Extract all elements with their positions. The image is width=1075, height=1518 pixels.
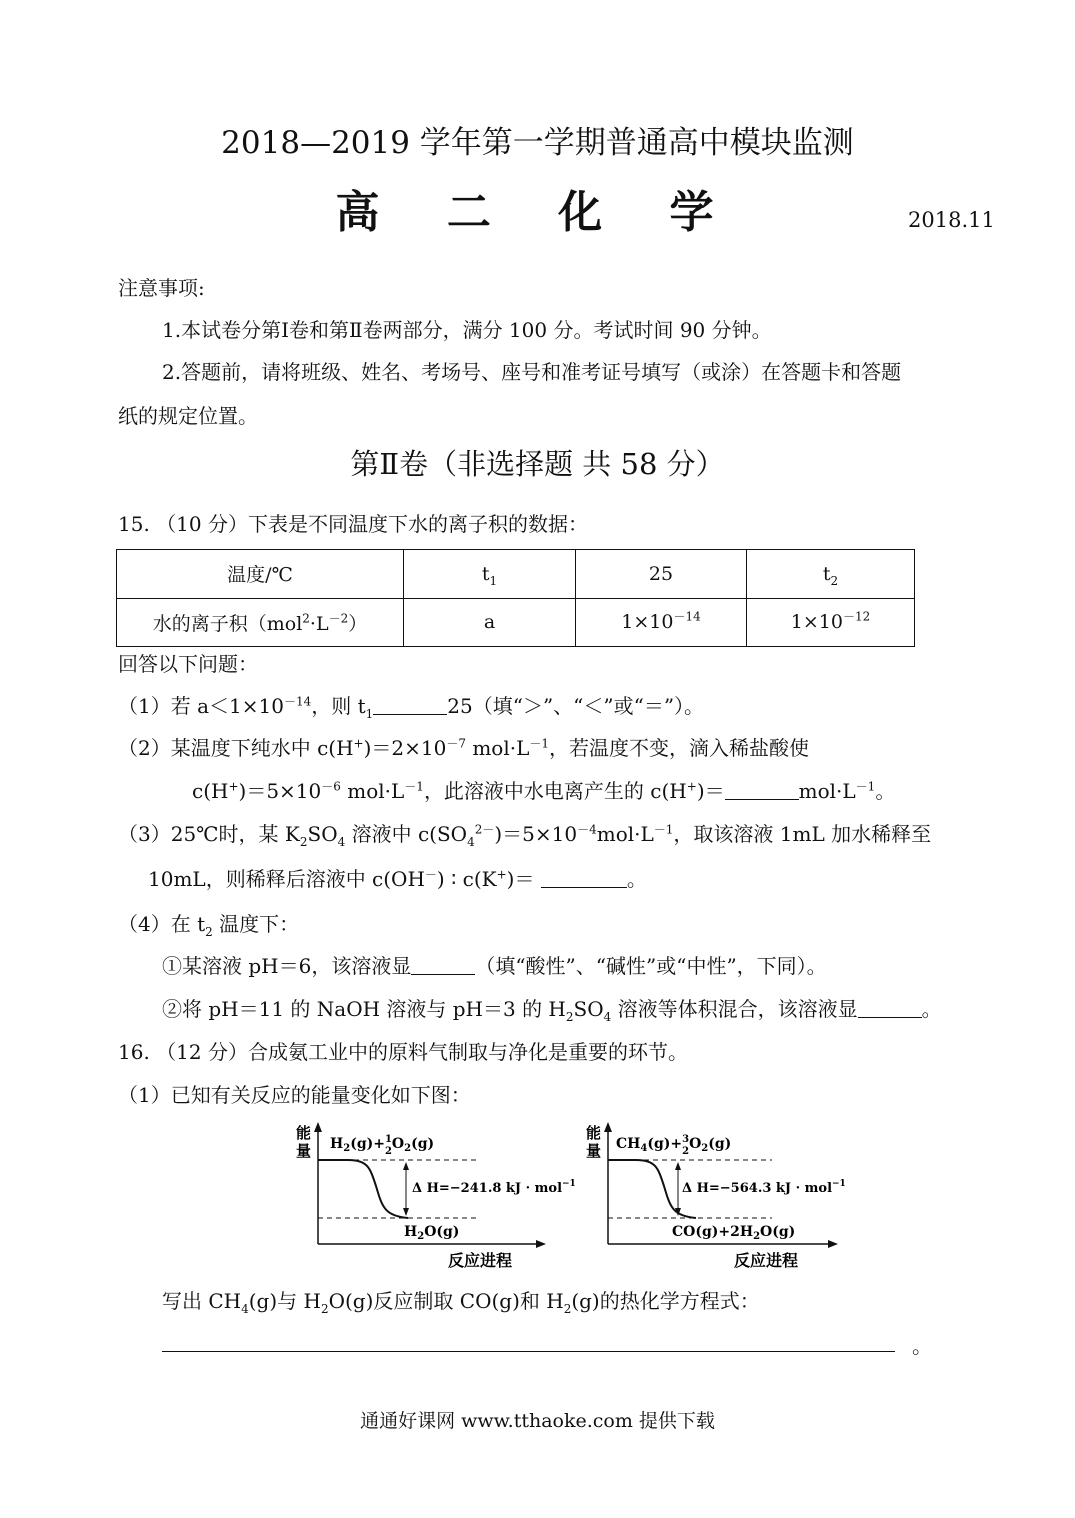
q15-part-2: （2）某温度下纯水中 $c(H^+)=2\times 10^{-7}$ $mol\cdot L^{-1}$，若温度不变，滴入稀盐酸使 bbox=[118, 736, 810, 760]
answer-line[interactable] bbox=[162, 1351, 895, 1352]
y-axis-arrow bbox=[314, 1122, 322, 1132]
y-axis-arrow bbox=[604, 1122, 612, 1132]
q15-part-3-cont: 10mL，则稀释后溶液中 c(OH－) ∶ c(K+)＝ 。 bbox=[148, 867, 647, 891]
notes-item-2-cont: 纸的规定位置。 bbox=[118, 404, 258, 428]
q15-part-4-2: ②将 pH＝11 的 NaOH 溶液与 pH＝3 的 $H_2SO_4$ 溶液等体积混合，该溶液显 。 bbox=[162, 997, 942, 1024]
table-cell: $1\times 10^{-14}$ bbox=[576, 598, 747, 647]
reactants-label: $CH_4(g)+^3$ $2O_2(g)$ bbox=[616, 1134, 732, 1157]
energy-diagram-ch4 bbox=[582, 1120, 852, 1270]
delta-h-arrow-head-up bbox=[403, 1162, 409, 1170]
q15-part-3: （3）25℃时，某 $K_2SO_4$ 溶液中 $c(SO_4^{2-})=5\times 10^{-4}mol\cdot L^{-1}$，取该溶液 1mL 加水稀释至 bbox=[118, 822, 932, 849]
x-axis-label: 反应进程 bbox=[448, 1251, 513, 1270]
notes-heading: 注意事项: bbox=[118, 276, 205, 300]
footer-text: 通通好课网 www.tthaoke.com 提供下载 bbox=[360, 1410, 715, 1432]
y-axis-label-top: 能 bbox=[586, 1124, 602, 1142]
section-title: 第Ⅱ卷（非选择题 共 58 分） bbox=[350, 447, 725, 481]
q16-part-1: （1）已知有关反应的能量变化如下图： bbox=[118, 1083, 471, 1107]
table-cell: $1\times 10^{-12}$ bbox=[747, 598, 915, 647]
y-axis-label-bottom: 量 bbox=[586, 1142, 602, 1160]
answer-blank[interactable] bbox=[858, 997, 922, 1018]
delta-h-label: Δ H=−564.3 kJ · mol$^{-1}$ bbox=[682, 1179, 846, 1196]
x-axis-label: 反应进程 bbox=[734, 1251, 799, 1270]
answer-line-end: 。 bbox=[912, 1334, 932, 1358]
answer-intro: 回答以下问题： bbox=[118, 652, 258, 676]
answer-blank[interactable] bbox=[411, 954, 475, 975]
table-cell: 25 bbox=[576, 550, 747, 599]
subject-title: 高 二 化 学 bbox=[335, 187, 740, 238]
table-cell: a bbox=[404, 598, 576, 647]
q16-write-prompt: 写出 $CH_4(g)$与 $H_2O(g)$反应制取 CO(g)和 $H_2(g)$的热化学方程式： bbox=[162, 1289, 760, 1316]
exam-date: 2018.11 bbox=[908, 208, 995, 232]
answer-blank[interactable] bbox=[541, 867, 627, 888]
y-axis-label-top: 能 bbox=[296, 1124, 312, 1142]
delta-h-arrow-head-down bbox=[403, 1208, 409, 1216]
delta-h-arrow-head-up bbox=[675, 1162, 681, 1170]
x-axis-arrow bbox=[536, 1240, 546, 1248]
table-row bbox=[117, 550, 915, 599]
reactants-label: $H_2(g)+^1$ $2O_2(g)$ bbox=[330, 1134, 435, 1157]
q16-intro: 16. （12 分）合成氨工业中的原料气制取与净化是重要的环节。 bbox=[118, 1040, 688, 1064]
q15-intro: 15. （10 分）下表是不同温度下水的离子积的数据： bbox=[118, 512, 588, 536]
table-cell: $t_1$ bbox=[404, 550, 576, 599]
product-label: $CO(g)+2H_2O(g)$ bbox=[672, 1224, 796, 1242]
exam-title: 2018—2019 学年第一学期普通高中模块监测 bbox=[221, 125, 854, 161]
q15-part-4: （4）在 $t_2$ 温度下： bbox=[118, 912, 300, 939]
answer-blank[interactable] bbox=[373, 694, 447, 715]
ion-product-table bbox=[116, 549, 915, 647]
delta-h-label: Δ H=−241.8 kJ · mol$^{-1}$ bbox=[412, 1179, 576, 1196]
x-axis-arrow bbox=[828, 1240, 838, 1248]
energy-diagram-h2 bbox=[288, 1120, 576, 1270]
notes-item-2: 2.答题前，请将班级、姓名、考场号、座号和准考证号填写（或涂）在答题卡和答题 bbox=[162, 360, 902, 384]
q15-part-4-1: ①某溶液 pH＝6，该溶液显 （填“酸性”、“碱性”或“中性”，下同）。 bbox=[162, 954, 827, 978]
y-axis-label-bottom: 量 bbox=[296, 1142, 312, 1160]
reaction-curve bbox=[318, 1160, 408, 1218]
table-cell: $t_2$ bbox=[747, 550, 915, 599]
table-cell: 温度/℃ bbox=[117, 550, 404, 599]
table-cell: 水的离子积$(mol^2\cdot L^{-2})$ bbox=[117, 598, 404, 647]
product-label: $H_2O(g)$ bbox=[404, 1224, 460, 1242]
notes-item-1: 1.本试卷分第Ⅰ卷和第Ⅱ卷两部分，满分 100 分。考试时间 90 分钟。 bbox=[162, 318, 772, 342]
q15-part-2-cont: $c(H^+)=5\times 10^{-6}$ $mol\cdot L^{-1}$，此溶液中水电离产生的 $c(H^+)= mol\cdot L^{-1}$。 bbox=[192, 779, 896, 803]
table-row bbox=[117, 598, 915, 647]
q15-part-1: （1）若 $a<1\times 10^{-14}$，则 $t_1$ 25（填“＞”、“＜”或“＝”）。 bbox=[118, 694, 705, 721]
answer-blank[interactable] bbox=[725, 779, 799, 800]
